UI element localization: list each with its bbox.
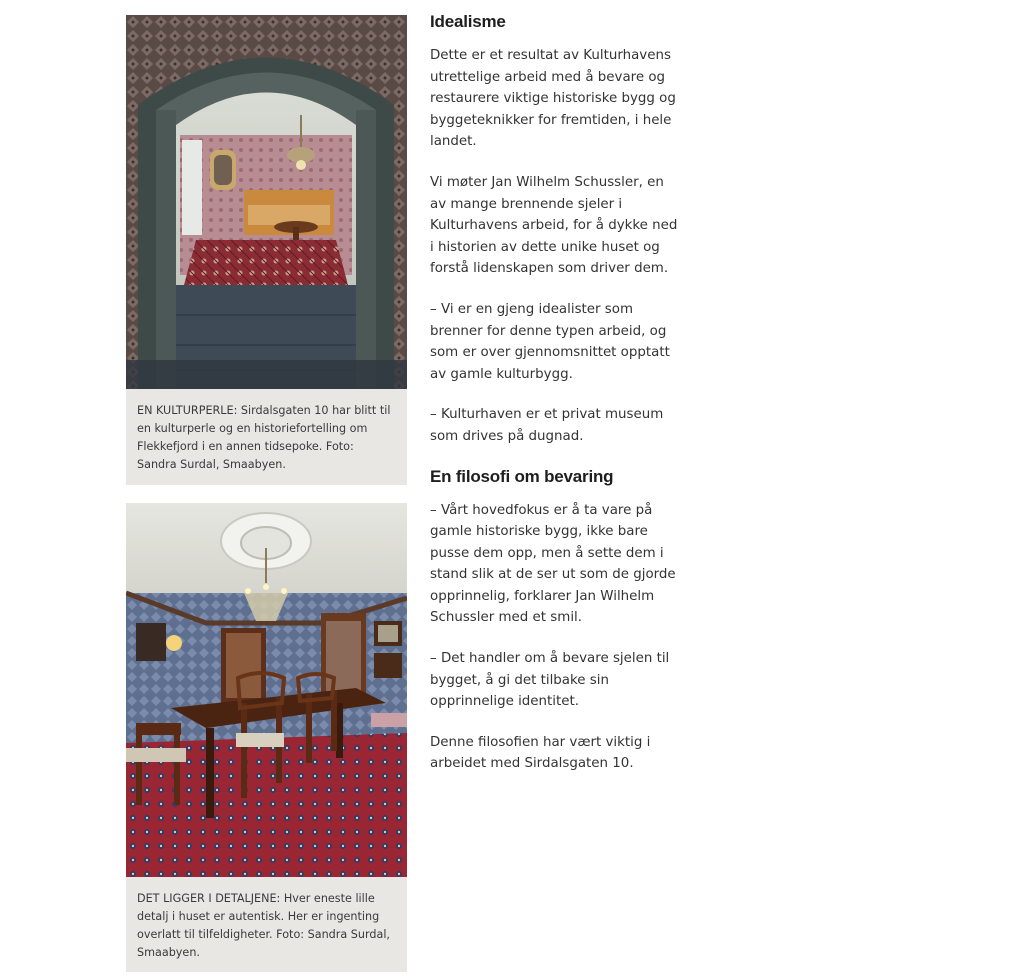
interior-archway-parlor-photo[interactable]: [126, 15, 407, 389]
section-heading: Idealisme: [430, 12, 506, 31]
paragraph: – Det handler om å bevare sjelen til bygget, å gi det tilbake sin opprinnelige identitet.: [430, 651, 670, 710]
dining-room-chandelier-photo[interactable]: [126, 503, 407, 877]
paragraph: – Vårt hovedfokus er å ta vare på gamle historiske bygg, ikke bare pusse dem opp, men å sette dem i stand slik at de ser ut som de gjorde opprinnelig, forklarer Jan Wilhelm Schussler med et smil.: [430, 502, 676, 626]
paragraph: Denne filosofien har vært viktig i arbeidet med Sirdalsgaten 10.: [430, 734, 651, 772]
section-heading: En filosofi om bevaring: [430, 466, 614, 486]
figure-dining-room: [126, 503, 407, 972]
photo-caption: DET LIGGER I DETALJENE: Hver eneste lille detalj i huset er autentisk. Her er ingenting overlatt til tilfeldigheter. Foto: Sandra Surdal, Smaabyen.: [137, 892, 390, 959]
paragraph: – Kulturhaven er et privat museum som drives på dugnad.: [430, 407, 664, 444]
paragraph: – Vi er en gjeng idealister som brenner for denne typen arbeid, og som er over gjennomsnittet opptatt av gamle kulturbygg.: [430, 301, 670, 382]
paragraph: Dette er et resultat av Kulturhavens utrettelige arbeid med å bevare og restaurere viktige historiske bygg og byggeteknikker for fremtiden, i hele landet.: [430, 48, 676, 150]
paragraph: Vi møter Jan Wilhelm Schussler, en av mange brennende sjeler i Kulturhavens arbeid, for å dykke ned i historien av dette unike huset og forstå lidenskapen som driver dem.: [430, 174, 678, 277]
photo-caption: EN KULTURPERLE: Sirdalsgaten 10 har blitt til en kulturperle og en historiefortelling om Flekkefjord i en annen tidsepoke. Foto: Sandra Surdal, Smaabyen.: [137, 404, 391, 471]
figure-parlor: [126, 15, 407, 485]
article-body: [430, 10, 680, 775]
